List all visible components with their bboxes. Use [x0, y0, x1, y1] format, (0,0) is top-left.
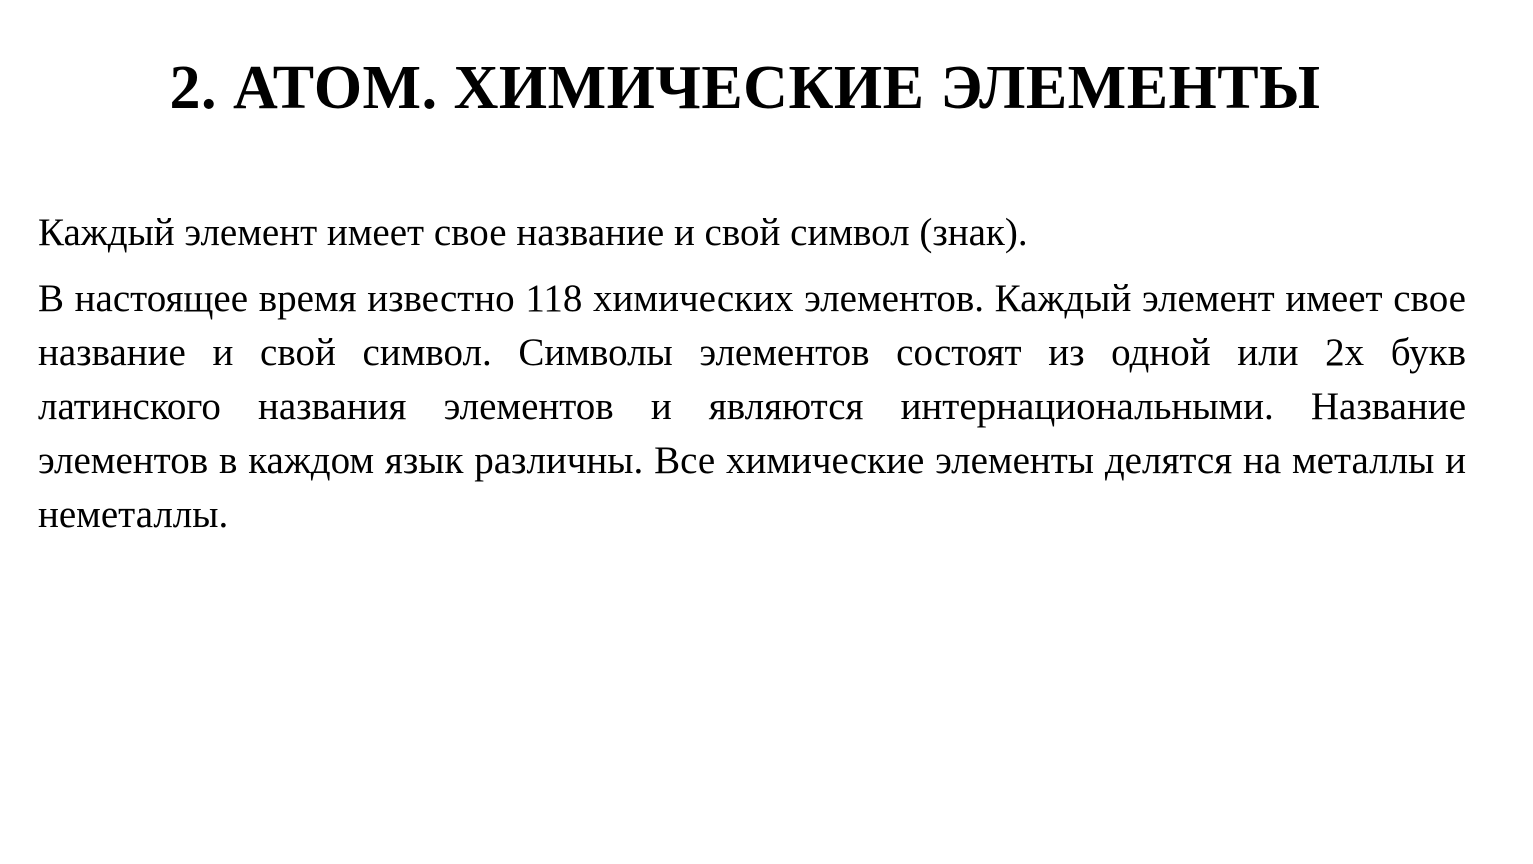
paragraph-element-count: В настоящее время известно 118 химических элементов. Каждый элемент имеет свое название и свой символ. Символы элементов состоят из одной или 2х букв латинского названия элементов и являются интернациональными. Название элементов в каждом язык различны. Все химические элементы делятся на металлы и неметаллы.: [38, 277, 1466, 536]
slide-title: 2. АТОМ. ХИМИЧЕСКИЕ ЭЛЕМЕНТЫ: [169, 54, 1321, 122]
slide-body: [38, 206, 1466, 542]
paragraph-element-symbol: Каждый элемент имеет свое название и свой символ (знак).: [38, 211, 1028, 254]
